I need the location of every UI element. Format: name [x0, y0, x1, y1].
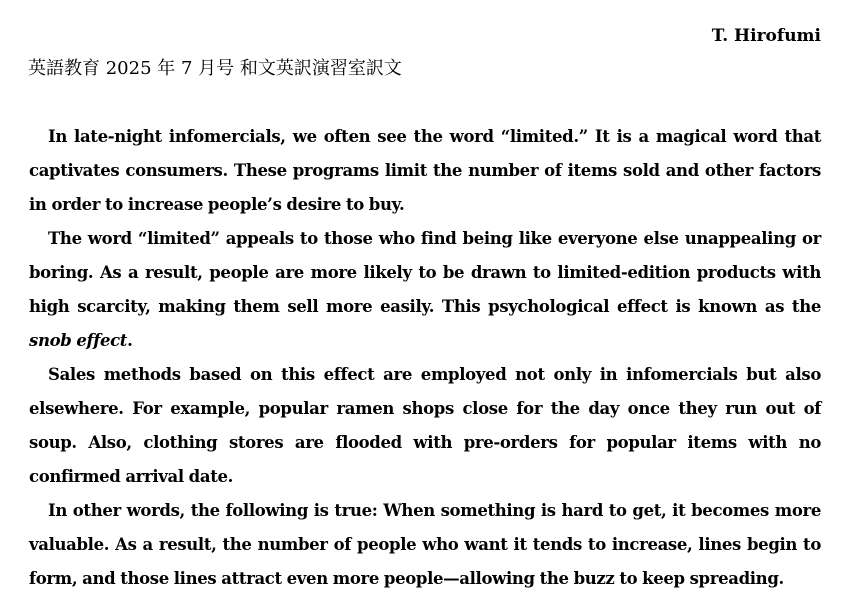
paragraph-3: Sales methods based on this effect are employed not only in infomercials but also elsewhere. For example, popular ramen shops close for the day once they run out of soup. Also, clothing stores are flooded with pre-orders for popular items with no confirmed arrival date. [29, 365, 821, 486]
paragraph-2-text: The word “limited” appeals to those who find being like everyone else unappealing or boring. As a result, people are more likely to be drawn to limited-edition products with high scarcity, making them sell more easily. This psychological effect is known as the [29, 229, 821, 316]
paragraph-2 [29, 222, 821, 358]
paragraph-1: In late-night infomercials, we often see the word “limited.” It is a magical word that captivates consumers. These programs limit the number of items sold and other factors in order to increase people’s desire to buy. [29, 127, 821, 214]
term-emphasis: snob effect [29, 331, 128, 350]
paragraph-4: In other words, the following is true: When something is hard to get, it becomes more valuable. As a result, the number of people who want it tends to increase, lines begin to form, and those lines attract even more people—allowing the buzz to keep spreading. [29, 501, 821, 588]
document-body [29, 120, 821, 596]
author-name: T. Hirofumi [711, 26, 821, 46]
paragraph-2-tail: . [127, 331, 133, 350]
document-header: 英語教育 2025 年 7 月号 和文英訳演習室訳文 [28, 58, 402, 79]
